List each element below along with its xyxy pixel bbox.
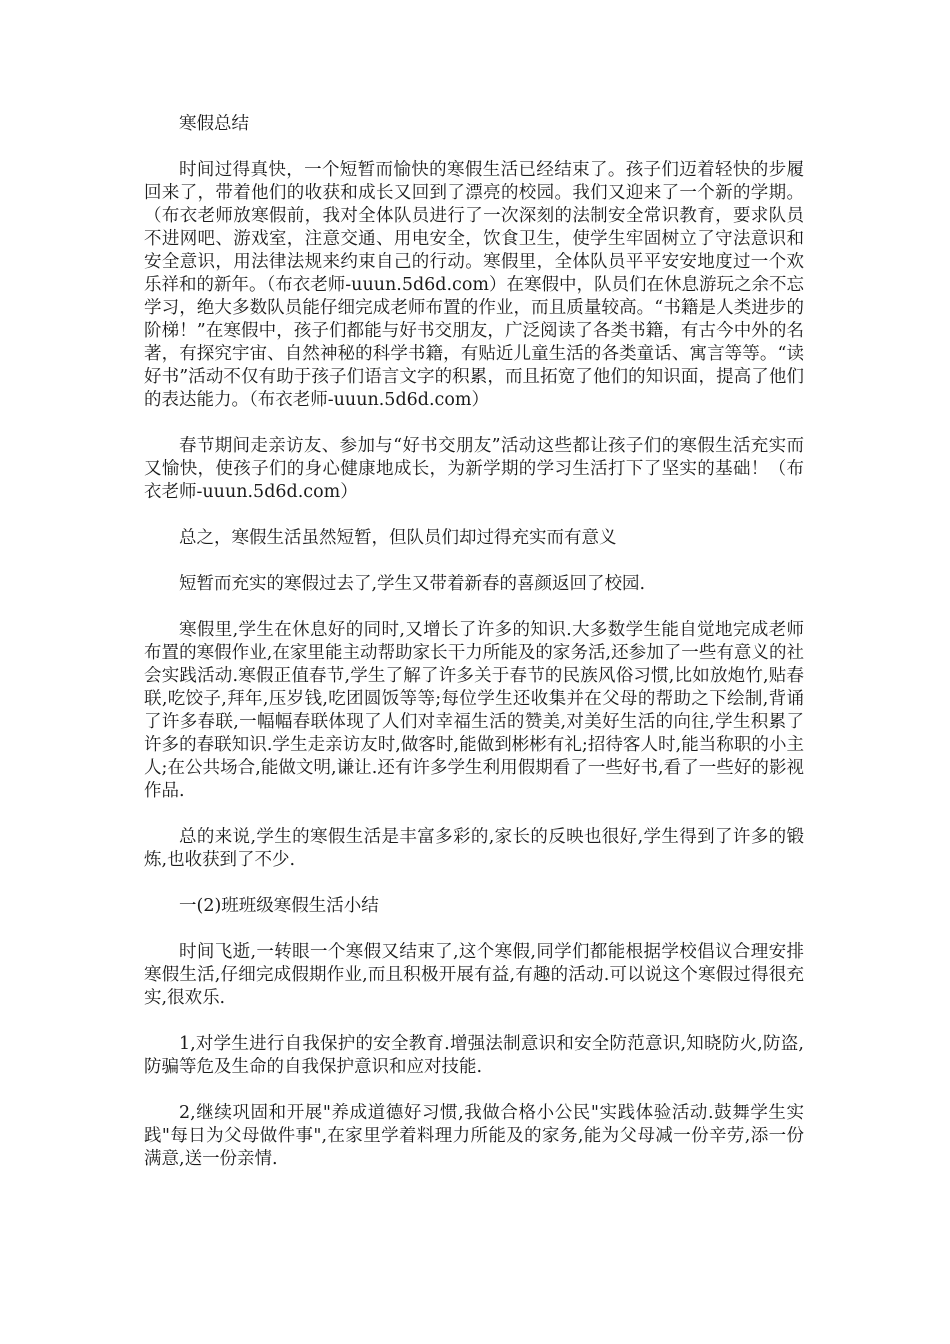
list-item: 2,继续巩固和开展"养成道德好习惯,我做合格小公民"实践体验活动.鼓舞学生实践"每日为父母做件事",在家里学着料理力所能及的家务,能为父母减一份辛劳,添一份满意,送一份亲情. [144,1103,804,1169]
paragraph: 春节期间走亲访友、参加与“好书交朋友”活动这些都让孩子们的寒假生活充实而又愉快，使孩子们的身心健康地成长，为新学期的学习生活打下了坚实的基础！（布衣老师-uuun.5d6d.com） [144,436,804,502]
paragraph: 短暂而充实的寒假过去了,学生又带着新春的喜颜返回了校园. [179,574,646,594]
paragraph: 总的来说,学生的寒假生活是丰富多彩的,家长的反映也很好,学生得到了许多的锻炼,也收获到了不少. [144,827,804,870]
section-heading: 一(2)班班级寒假生活小结 [179,896,379,916]
paragraph: 总之，寒假生活虽然短暂，但队员们却过得充实而有意义 [179,528,617,548]
document-title: 寒假总结 [179,114,249,134]
paragraph: 寒假里,学生在休息好的同时,又增长了许多的知识.大多数学生能自觉地完成老师布置的寒假作业,在家里能主动帮助家长干力所能及的家务活,还参加了一些有意义的社会实践活动.寒假正值春节,学生了解了许多关于春节的民族风俗习惯,比如放炮竹,贴春联,吃饺子,拜年,压岁钱,吃团圆饭等等;每位学生还收集并在父母的帮助之下绘制,背诵了许多春联,一幅幅春联体现了人们对幸福生活的赞美,对美好生活的向往,学生积累了许多的春联知识.学生走亲访友时,做客时,能做到彬彬有礼;招待客人时,能当称职的小主人;在公共场合,能做文明,谦让.还有许多学生利用假期看了一些好书,看了一些好的影视作品. [144,620,804,801]
list-item: 1,对学生进行自我保护的安全教育.增强法制意识和安全防范意识,知晓防火,防盗,防骗等危及生命的自我保护意识和应对技能. [144,1034,804,1077]
paragraph: 时间过得真快，一个短暂而愉快的寒假生活已经结束了。孩子们迈着轻快的步履回来了，带着他们的收获和成长又回到了漂亮的校园。我们又迎来了一个新的学期。（布衣老师放寒假前，我对全体队员进行了一次深刻的法制安全常识教育，要求队员不进网吧、游戏室，注意交通、用电安全，饮食卫生，使学生牢固树立了守法意识和安全意识，用法律法规来约束自己的行动。寒假里，全体队员平平安安地度过一个欢乐祥和的新年。（布衣老师-uuun.5d6d.com）在寒假中，队员们在休息游玩之余不忘学习，绝大多数队员能仔细完成老师布置的作业，而且质量较高。“书籍是人类进步的阶梯！”在寒假中，孩子们都能与好书交朋友，广泛阅读了各类书籍，有古今中外的名著，有探究宇宙、自然神秘的科学书籍，有贴近儿童生活的各类童话、寓言等等。“读好书”活动不仅有助于孩子们语言文字的积累，而且拓宽了他们的知识面，提高了他们的表达能力。（布衣老师-uuun.5d6d.com） [144,160,804,410]
document-body [144,113,804,1194]
paragraph: 时间飞逝,一转眼一个寒假又结束了,这个寒假,同学们都能根据学校倡议合理安排寒假生活,仔细完成假期作业,而且积极开展有益,有趣的活动.可以说这个寒假过得很充实,很欢乐. [144,942,804,1008]
